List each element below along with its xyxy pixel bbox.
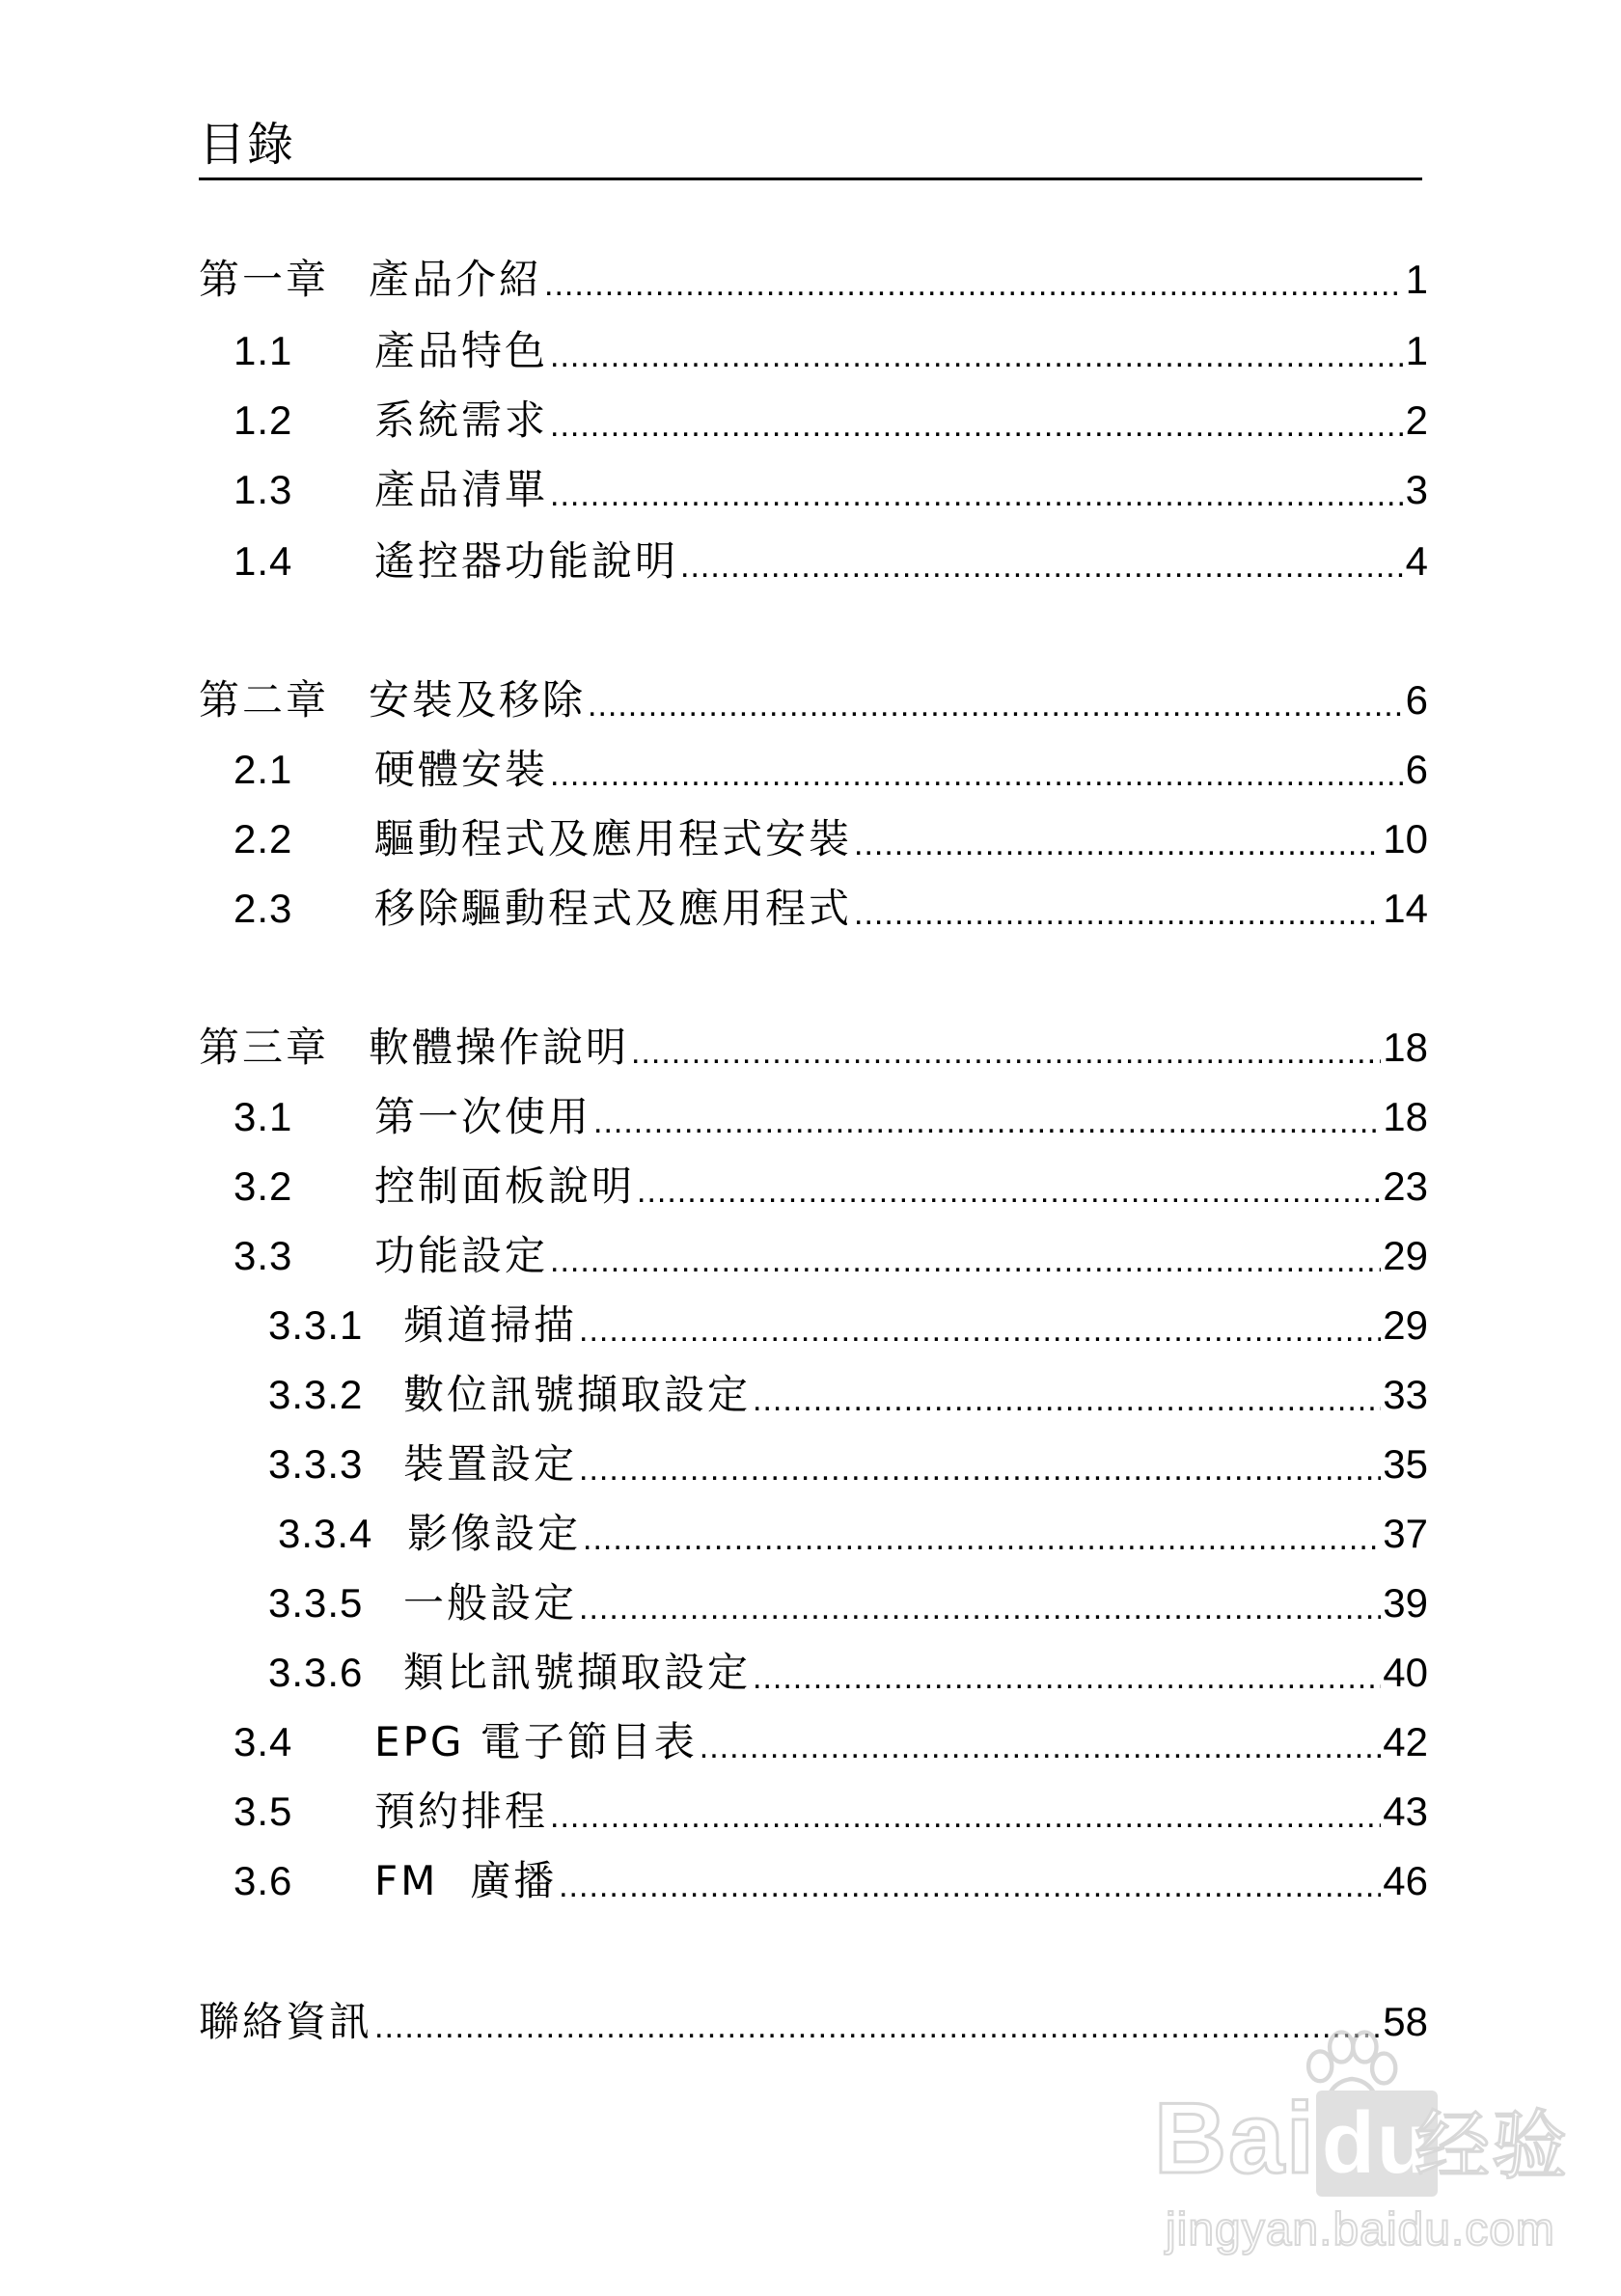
toc-entry-page: 1 (1405, 257, 1428, 302)
toc-entry-number: 1.4 (234, 538, 293, 584)
toc-entry-title: 軟體操作說明 (369, 1024, 630, 1071)
toc-dot-leader (550, 1229, 1381, 1283)
toc-entry-number: 3.1 (234, 1094, 293, 1139)
toc-entry-title: 預約排程 (374, 1788, 549, 1835)
toc-entry-page: 58 (1383, 1999, 1428, 2044)
toc-entry-title: EPG 電子節目表 (374, 1718, 698, 1765)
toc-entry-3-3-2[interactable] (199, 1368, 1428, 1422)
toc-entry-3-1[interactable] (199, 1090, 1428, 1144)
toc-dot-leader (680, 534, 1404, 588)
toc-entry-3-3-4[interactable] (199, 1507, 1428, 1561)
toc-entry-chapter-3[interactable] (199, 1021, 1428, 1075)
toc-entry-1-4[interactable] (199, 534, 1428, 588)
toc-dot-leader (593, 1090, 1381, 1144)
toc-entry-number: 2.1 (234, 747, 293, 792)
toc-dot-leader (583, 1507, 1381, 1561)
toc-entry-number: 3.3.1 (268, 1302, 364, 1348)
toc-entry-page: 46 (1383, 1858, 1428, 1903)
toc-dot-leader (544, 253, 1404, 307)
toc-dot-leader (550, 743, 1404, 797)
toc-dot-leader (854, 882, 1381, 936)
toc-entry-number: 3.3.6 (268, 1650, 364, 1695)
toc-entry-number: 3.3.2 (268, 1372, 364, 1417)
toc-entry-page: 6 (1405, 677, 1428, 723)
toc-entry-title: FM 廣播 (374, 1857, 558, 1904)
toc-dot-leader (631, 1021, 1381, 1075)
watermark-url: jingyan.baidu.com (1166, 2204, 1555, 2255)
toc-entry-page: 43 (1383, 1789, 1428, 1834)
toc-entry-number: 3.3.3 (268, 1441, 364, 1487)
toc-entry-number: 3.3 (234, 1233, 293, 1278)
toc-entry-3-3-3[interactable] (199, 1437, 1428, 1491)
toc-entry-page: 37 (1383, 1511, 1428, 1556)
toc-entry-1-1[interactable] (199, 324, 1428, 378)
toc-entry-title: 系統需求 (374, 396, 549, 444)
toc-entry-number: 3.5 (234, 1789, 293, 1834)
toc-entry-chapter-2[interactable] (199, 673, 1428, 727)
toc-entry-page: 42 (1383, 1719, 1428, 1764)
toc-dot-leader (637, 1160, 1381, 1214)
baidu-jingyan-watermark (1154, 2026, 1579, 2277)
toc-dot-leader (753, 1368, 1381, 1422)
page-title: 目錄 (199, 118, 296, 172)
toc-entry-page: 29 (1383, 1233, 1428, 1278)
toc-entry-1-2[interactable] (199, 394, 1428, 448)
toc-entry-title: 產品介紹 (369, 256, 543, 303)
toc-entry-number: 3.2 (234, 1163, 293, 1209)
toc-entry-page: 1 (1405, 328, 1428, 373)
toc-dot-leader (588, 673, 1404, 727)
toc-entry-page: 4 (1405, 538, 1428, 584)
toc-entry-title: 類比訊號擷取設定 (403, 1649, 752, 1696)
toc-entry-number: 1.2 (234, 397, 293, 443)
toc-entry-page: 29 (1383, 1302, 1428, 1348)
toc-entry-number: 第二章 (199, 676, 330, 724)
toc-entry-3-6[interactable] (199, 1854, 1428, 1908)
toc-dot-leader (753, 1646, 1381, 1700)
toc-entry-2-3[interactable] (199, 882, 1428, 936)
toc-entry-2-2[interactable] (199, 812, 1428, 866)
toc-entry-number: 1.3 (234, 467, 293, 512)
toc-entry-number: 第三章 (199, 1024, 330, 1071)
toc-entry-title: 安裝及移除 (369, 676, 587, 724)
toc-entry-3-3[interactable] (199, 1229, 1428, 1283)
toc-dot-leader (550, 394, 1404, 448)
toc-dot-leader (550, 463, 1404, 517)
toc-entry-1-3[interactable] (199, 463, 1428, 517)
toc-dot-leader (550, 1785, 1381, 1839)
toc-entry-number: 第一章 (199, 256, 330, 303)
toc-dot-leader (559, 1854, 1381, 1908)
toc-entry-number: 3.3.5 (268, 1580, 364, 1626)
toc-entry-number: 2.3 (234, 886, 293, 931)
toc-entry-page: 3 (1405, 467, 1428, 512)
toc-entry-page: 18 (1383, 1094, 1428, 1139)
toc-entry-page: 14 (1383, 886, 1428, 931)
toc-dot-leader (579, 1298, 1381, 1353)
toc-entry-page: 39 (1383, 1580, 1428, 1626)
toc-entry-number: 1.1 (234, 328, 293, 373)
toc-entry-page: 10 (1383, 816, 1428, 861)
toc-entry-title: 控制面板說明 (374, 1162, 636, 1210)
toc-entry-3-4[interactable] (199, 1715, 1428, 1769)
toc-dot-leader (579, 1437, 1381, 1491)
toc-dot-leader (700, 1715, 1382, 1769)
title-underline (199, 178, 1422, 180)
toc-entry-title: 功能設定 (374, 1232, 549, 1279)
toc-dot-leader (550, 324, 1404, 378)
toc-entry-page: 35 (1383, 1441, 1428, 1487)
toc-entry-title: 驅動程式及應用程式安裝 (374, 815, 853, 862)
toc-entry-page: 33 (1383, 1372, 1428, 1417)
toc-entry-page: 40 (1383, 1650, 1428, 1695)
toc-entry-number: 3.4 (234, 1719, 293, 1764)
toc-entry-page: 2 (1405, 397, 1428, 443)
toc-entry-3-2[interactable] (199, 1160, 1428, 1214)
toc-entry-title: 影像設定 (407, 1510, 582, 1557)
toc-entry-3-3-5[interactable] (199, 1576, 1428, 1630)
toc-entry-number: 3.3.4 (278, 1511, 373, 1556)
toc-entry-title: 移除驅動程式及應用程式 (374, 885, 853, 932)
toc-entry-page: 18 (1383, 1025, 1428, 1070)
toc-entry-2-1[interactable] (199, 743, 1428, 797)
toc-dot-leader (854, 812, 1381, 866)
toc-dot-leader (579, 1576, 1381, 1630)
toc-entry-title: 頻道掃描 (403, 1301, 578, 1349)
toc-entry-title: 數位訊號擷取設定 (403, 1371, 752, 1418)
watermark-logo-cn: 经验 (1415, 2103, 1570, 2190)
toc-entry-page: 23 (1383, 1163, 1428, 1209)
toc-entry-number: 3.6 (234, 1858, 293, 1903)
toc-entry-3-3-6[interactable] (199, 1646, 1428, 1700)
toc-entry-title: 裝置設定 (403, 1440, 578, 1488)
toc-entry-title: 遙控器功能說明 (374, 537, 679, 585)
toc-entry-3-5[interactable] (199, 1785, 1428, 1839)
toc-entry-title: 聯絡資訊 (199, 1998, 373, 2045)
toc-entry-title: 產品特色 (374, 327, 549, 374)
toc-entry-number: 2.2 (234, 816, 293, 861)
watermark-logo: Baidu (1154, 2086, 1438, 2197)
toc-entry-title: 硬體安裝 (374, 746, 549, 793)
toc-entry-title: 產品清單 (374, 466, 549, 513)
toc-entry-page: 6 (1405, 747, 1428, 792)
toc-entry-3-3-1[interactable] (199, 1298, 1428, 1353)
toc-entry-chapter-1[interactable] (199, 253, 1428, 307)
toc-entry-title: 一般設定 (403, 1579, 578, 1626)
toc-entry-title: 第一次使用 (374, 1093, 592, 1140)
